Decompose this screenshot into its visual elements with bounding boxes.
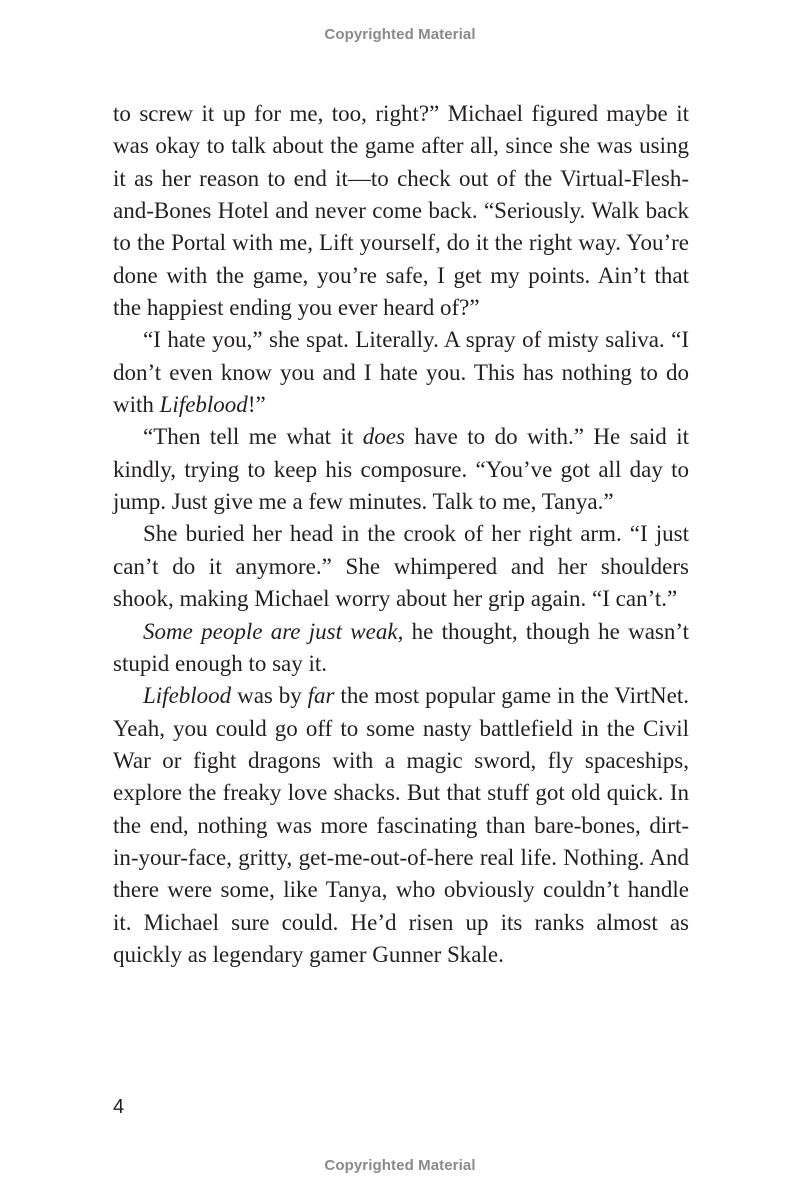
paragraph [113,421,689,518]
thought-italic: Some people are just weak, [143,618,404,644]
emphasis-italic: does [362,424,405,450]
paragraph [113,98,689,324]
paragraph-text: !” [247,392,266,418]
copyright-watermark-top: Copyrighted Material [324,26,476,43]
copyright-watermark-bottom: Copyrighted Material [324,1157,476,1174]
emphasis-italic: far [307,683,335,709]
page-body [113,98,689,971]
paragraph-text: She buried her head in the crook of her right arm. “I just can’t do it anymore.” She whimpered and her shoulders shook, making Michael worry about her grip again. “I can’t.” [113,521,689,612]
paragraph [113,324,689,421]
paragraph-text: the most popular game in the VirtNet. Yeah, you could go off to some nasty battlefield in the Civil War or fight dragons with a magic sword, fly spaceships, explore the freaky love shacks. But that stuff got old quick. In the end, nothing was more fascinating than bare-bones, dirt-in-your-face, gritty, get-me-out-of-here real life. Nothing. And there were some, like Tanya, who obviously couldn’t handle it. Michael sure could. He’d risen up its ranks almost as quickly as legendary gamer Gunner Skale. [113,683,689,967]
paragraph-text: “Then tell me what it [143,424,363,450]
paragraph-text: was by [231,683,308,709]
paragraph-text: he thought, though he wasn’t stupid enough to say it. [113,618,690,676]
paragraph [113,518,689,615]
game-title-italic: Lifeblood [143,683,232,709]
page-number: 4 [113,1096,125,1118]
paragraph [113,616,689,681]
paragraph [113,680,689,971]
game-title-italic: Lifeblood [159,392,248,418]
paragraph-text: “I hate you,” she spat. Literally. A spray of misty saliva. “I don’t even know you and I hate you. This has nothing to do with [113,327,689,418]
paragraph-text: to screw it up for me, too, right?” Michael figured maybe it was okay to talk about the game after all, since she was using it as her reason to end it—to check out of the Virtual-Flesh-and-Bones Hotel and never come back. “Seriously. Walk back to the Portal with me, Lift yourself, do it the right way. You’re done with the game, you’re safe, I get my points. Ain’t that the happiest ending you ever heard of?” [113,101,689,321]
paragraph-text: have to do with.” He said it kindly, trying to keep his composure. “You’ve got all day to jump. Just give me a few minutes. Talk to me, Tanya.” [113,424,689,515]
